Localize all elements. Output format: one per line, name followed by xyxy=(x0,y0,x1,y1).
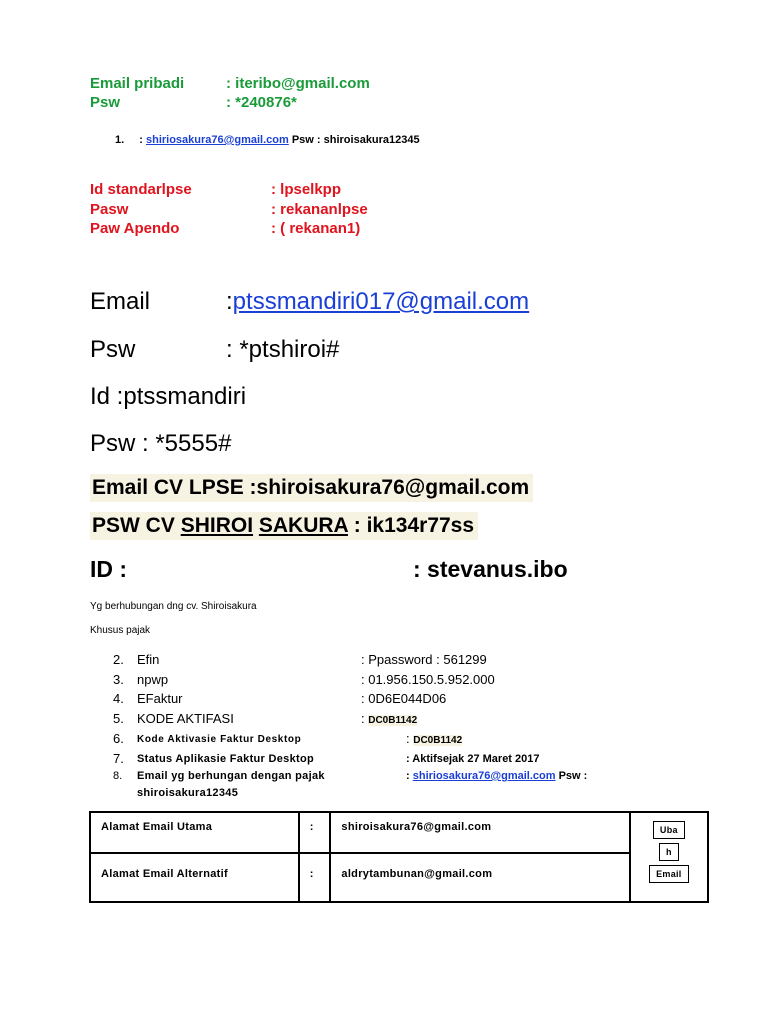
tax-item-value-line xyxy=(406,770,587,782)
personal-psw-label: Psw xyxy=(90,94,121,111)
tax-item-num: 3. xyxy=(113,672,124,687)
cv-psw-rest: : ik134r77ss xyxy=(347,514,475,537)
tax-item-num: 8. xyxy=(113,770,123,782)
note-related: Yg berhubungan dng cv. Shiroisakura xyxy=(90,601,257,612)
cv-email-line: Email CV LPSE :shiroisakura76@gmail.com xyxy=(90,474,533,502)
note-tax: Khusus pajak xyxy=(90,625,151,636)
tax-item-value-prefix: : xyxy=(361,711,369,726)
item1-number: 1. xyxy=(115,134,125,146)
tax-item-num: 6. xyxy=(113,731,124,746)
pt-id-line: Id :ptssmandiri xyxy=(90,383,247,410)
cv-id-value: : stevanus.ibo xyxy=(413,556,568,582)
tax-item-value-line xyxy=(406,731,462,746)
tax-item-value: : Ppassword : 561299 xyxy=(361,652,487,667)
lpse-id-value: : lpselkpp xyxy=(271,181,342,198)
lpse-pasw-label: Pasw xyxy=(90,201,129,218)
pt-email-link[interactable]: ptssmandiri017@gmail.com xyxy=(232,288,530,315)
tax-item-num: 2. xyxy=(113,652,124,667)
tax-item-num: 4. xyxy=(113,691,124,706)
change-email-button-part3[interactable]: Email xyxy=(649,865,689,883)
personal-email-value: : iteribo@gmail.com xyxy=(226,75,370,92)
tax-item-value-line xyxy=(361,711,417,726)
change-email-button-part2[interactable]: h xyxy=(659,843,679,861)
tax-item-label: Kode Aktivasie Faktur Desktop xyxy=(137,734,302,745)
desktop-activation-code: DC0B1142 xyxy=(413,735,463,746)
tax-item-label: Efin xyxy=(137,652,160,667)
tax-email-link[interactable]: shiriosakura76@gmail.com xyxy=(412,770,556,782)
lpse-pasw-value: : rekananlpse xyxy=(271,201,368,218)
tax-item-value-suffix: Psw : xyxy=(555,770,588,782)
tax-item-value: : 0D6E044D06 xyxy=(361,691,447,706)
table-row xyxy=(90,853,708,902)
primary-email-colon: : xyxy=(299,812,331,853)
lpse-apendo-label: Paw Apendo xyxy=(90,220,180,237)
lpse-id-label: Id standarlpse xyxy=(90,181,192,198)
pt-psw2-line: Psw : *5555# xyxy=(90,430,232,457)
alternate-email-label: Alamat Email Alternatif xyxy=(90,853,299,902)
cv-psw-sakura: SAKURA xyxy=(258,514,348,537)
alternate-email-colon: : xyxy=(299,853,331,902)
item1-email-link[interactable]: shiriosakura76@gmail.com xyxy=(145,134,289,146)
lpse-apendo-value: : ( rekanan1) xyxy=(271,220,361,237)
table-row xyxy=(90,812,708,853)
cv-id-label: ID : xyxy=(90,556,128,582)
tax-item-line2: shiroisakura12345 xyxy=(137,787,239,799)
tax-item-label: Status Aplikasie Faktur Desktop xyxy=(137,753,314,765)
tax-item-label: EFaktur xyxy=(137,691,183,706)
tax-item-num: 5. xyxy=(113,711,124,726)
email-table xyxy=(89,811,709,903)
item1-colon: : xyxy=(139,134,143,146)
pt-email-label: Email xyxy=(90,288,151,315)
change-email-button-part1[interactable]: Uba xyxy=(653,821,685,839)
tax-item-value: : Aktifsejak 27 Maret 2017 xyxy=(406,753,540,765)
pt-email-line xyxy=(226,288,529,316)
personal-psw-value: : *240876* xyxy=(226,94,297,111)
cv-psw-line xyxy=(90,512,478,540)
tax-item-value-prefix: : xyxy=(406,731,414,746)
cv-psw-shiroi: SHIROI xyxy=(180,514,254,537)
item1-psw: Psw : shiroisakura12345 xyxy=(291,134,420,146)
tax-item-value: : 01.956.150.5.952.000 xyxy=(361,672,495,687)
pt-psw-value: : *ptshiroi# xyxy=(226,336,340,363)
alternate-email-value: aldrytambunan@gmail.com xyxy=(330,853,629,902)
cv-psw-prefix: PSW CV xyxy=(92,514,181,537)
personal-email-label: Email pribadi xyxy=(90,75,185,92)
pt-email-colon: : xyxy=(226,288,233,315)
item1-line xyxy=(115,134,420,146)
primary-email-value: shiroisakura76@gmail.com xyxy=(330,812,629,853)
change-email-cell xyxy=(630,812,708,902)
tax-item-label: npwp xyxy=(137,672,169,687)
tax-item-num: 7. xyxy=(113,751,124,766)
pt-psw-label: Psw xyxy=(90,336,136,363)
activation-code: DC0B1142 xyxy=(368,715,418,726)
tax-item-value-prefix: : xyxy=(406,770,413,782)
primary-email-label: Alamat Email Utama xyxy=(90,812,299,853)
tax-item-label: KODE AKTIFASI xyxy=(137,711,234,726)
tax-item-label: Email yg berhungan dengan pajak xyxy=(137,770,325,782)
